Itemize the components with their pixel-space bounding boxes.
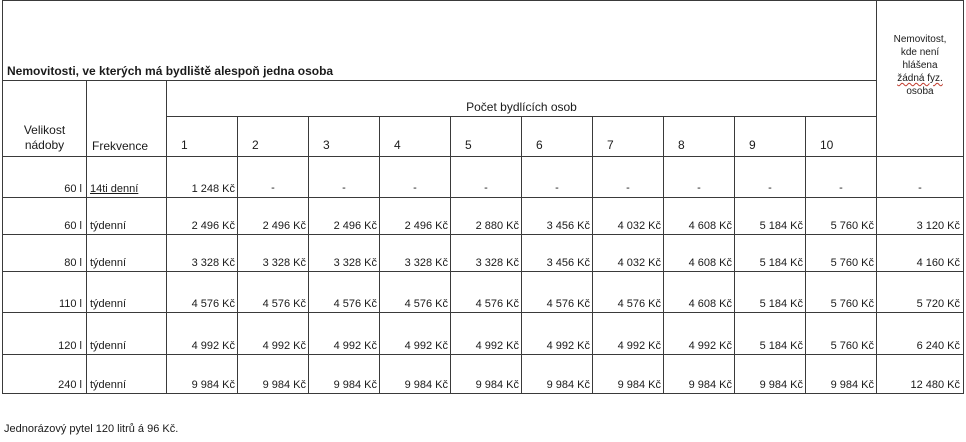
no-resident-header: [877, 1, 964, 157]
person-count-header: 8: [664, 117, 735, 157]
frequency-cell: týdenní: [87, 198, 167, 235]
price-cell: 4 032 Kč: [593, 198, 664, 235]
no-resident-header-line: hlášena: [902, 60, 938, 71]
price-cell: 5 184 Kč: [735, 198, 806, 235]
price-cell: 2 496 Kč: [309, 198, 380, 235]
price-cell: 9 984 Kč: [167, 355, 238, 394]
price-cell: -: [380, 157, 451, 198]
person-count-header: 5: [451, 117, 522, 157]
size-header-line: nádoby: [24, 138, 65, 152]
price-table: [2, 0, 964, 394]
person-count-header: 10: [806, 117, 877, 157]
price-cell: 4 576 Kč: [380, 272, 451, 313]
price-cell: -: [238, 157, 309, 198]
price-cell: 4 032 Kč: [593, 235, 664, 272]
price-cell: 5 760 Kč: [806, 198, 877, 235]
person-count-header: 3: [309, 117, 380, 157]
frequency-cell: týdenní: [87, 235, 167, 272]
price-cell: 3 328 Kč: [309, 235, 380, 272]
frequency-cell: týdenní: [87, 313, 167, 355]
price-cell: 4 992 Kč: [451, 313, 522, 355]
price-cell: -: [735, 157, 806, 198]
price-cell: 3 456 Kč: [522, 235, 593, 272]
frequency-cell: týdenní: [87, 355, 167, 394]
price-cell: 9 984 Kč: [451, 355, 522, 394]
price-cell: -: [664, 157, 735, 198]
price-cell: 4 608 Kč: [664, 272, 735, 313]
price-cell: 9 984 Kč: [380, 355, 451, 394]
price-cell: 4 608 Kč: [664, 198, 735, 235]
table-row: [3, 272, 964, 313]
price-cell: -: [593, 157, 664, 198]
table-row: [3, 235, 964, 272]
no-resident-header-line: Nemovitost,: [893, 34, 947, 45]
price-cell: 2 880 Kč: [451, 198, 522, 235]
person-count-header: 4: [380, 117, 451, 157]
no-resident-price-cell: -: [877, 157, 964, 198]
size-column-header: [3, 81, 87, 157]
person-count-header: 7: [593, 117, 664, 157]
price-cell: 9 984 Kč: [735, 355, 806, 394]
price-cell: 5 184 Kč: [735, 313, 806, 355]
price-cell: 5 760 Kč: [806, 313, 877, 355]
person-count-header: 9: [735, 117, 806, 157]
no-resident-price-cell: 4 160 Kč: [877, 235, 964, 272]
price-cell: 2 496 Kč: [238, 198, 309, 235]
no-resident-header-line: žádná fyz.: [897, 73, 943, 84]
price-cell: 4 576 Kč: [593, 272, 664, 313]
price-cell: -: [806, 157, 877, 198]
price-cell: -: [309, 157, 380, 198]
no-resident-header-line: kde není: [900, 47, 940, 58]
price-cell: 5 184 Kč: [735, 272, 806, 313]
price-cell: 1 248 Kč: [167, 157, 238, 198]
price-cell: 3 328 Kč: [380, 235, 451, 272]
frequency-cell: týdenní: [87, 272, 167, 313]
price-cell: 2 496 Kč: [380, 198, 451, 235]
price-cell: 9 984 Kč: [522, 355, 593, 394]
container-size-cell: 120 l: [3, 313, 87, 355]
person-count-header: 2: [238, 117, 309, 157]
price-cell: 3 456 Kč: [522, 198, 593, 235]
price-cell: 4 576 Kč: [238, 272, 309, 313]
table-row: [3, 355, 964, 394]
table-row: [3, 157, 964, 198]
container-size-cell: 60 l: [3, 198, 87, 235]
frequency-column-header: Frekvence: [87, 81, 167, 157]
person-count-header: 6: [522, 117, 593, 157]
container-size-cell: 60 l: [3, 157, 87, 198]
size-header-line: Velikost: [23, 123, 66, 137]
price-cell: 4 992 Kč: [664, 313, 735, 355]
price-cell: 5 760 Kč: [806, 235, 877, 272]
price-cell: 4 992 Kč: [380, 313, 451, 355]
price-cell: 3 328 Kč: [238, 235, 309, 272]
no-resident-price-cell: 6 240 Kč: [877, 313, 964, 355]
no-resident-price-cell: 12 480 Kč: [877, 355, 964, 394]
price-cell: -: [522, 157, 593, 198]
price-cell: 4 992 Kč: [593, 313, 664, 355]
price-cell: 5 760 Kč: [806, 272, 877, 313]
no-resident-price-cell: 3 120 Kč: [877, 198, 964, 235]
container-size-cell: 80 l: [3, 235, 87, 272]
price-cell: 4 992 Kč: [522, 313, 593, 355]
price-cell: 4 576 Kč: [451, 272, 522, 313]
no-resident-header-line: osoba: [906, 86, 934, 97]
price-cell: 4 992 Kč: [309, 313, 380, 355]
price-cell: 9 984 Kč: [238, 355, 309, 394]
price-cell: 4 576 Kč: [309, 272, 380, 313]
price-cell: 4 608 Kč: [664, 235, 735, 272]
price-cell: 9 984 Kč: [806, 355, 877, 394]
container-size-cell: 110 l: [3, 272, 87, 313]
price-cell: 3 328 Kč: [451, 235, 522, 272]
price-cell: 4 576 Kč: [167, 272, 238, 313]
persons-group-header: Počet bydlících osob: [167, 81, 877, 117]
container-size-cell: 240 l: [3, 355, 87, 394]
price-cell: 4 992 Kč: [167, 313, 238, 355]
table-row: [3, 198, 964, 235]
table-row: [3, 313, 964, 355]
no-resident-price-cell: 5 720 Kč: [877, 272, 964, 313]
price-cell: 9 984 Kč: [664, 355, 735, 394]
footnote-text: Jednorázový pytel 120 litrů á 96 Kč.: [4, 423, 179, 435]
price-cell: 4 992 Kč: [238, 313, 309, 355]
price-cell: 2 496 Kč: [167, 198, 238, 235]
frequency-cell: 14ti denní: [87, 157, 167, 198]
person-count-header: 1: [167, 117, 238, 157]
price-cell: 9 984 Kč: [309, 355, 380, 394]
price-cell: -: [451, 157, 522, 198]
price-cell: 9 984 Kč: [593, 355, 664, 394]
price-cell: 3 328 Kč: [167, 235, 238, 272]
price-cell: 5 184 Kč: [735, 235, 806, 272]
table-caption: Nemovitosti, ve kterých má bydliště alespoň jedna osoba: [3, 1, 877, 81]
price-cell: 4 576 Kč: [522, 272, 593, 313]
